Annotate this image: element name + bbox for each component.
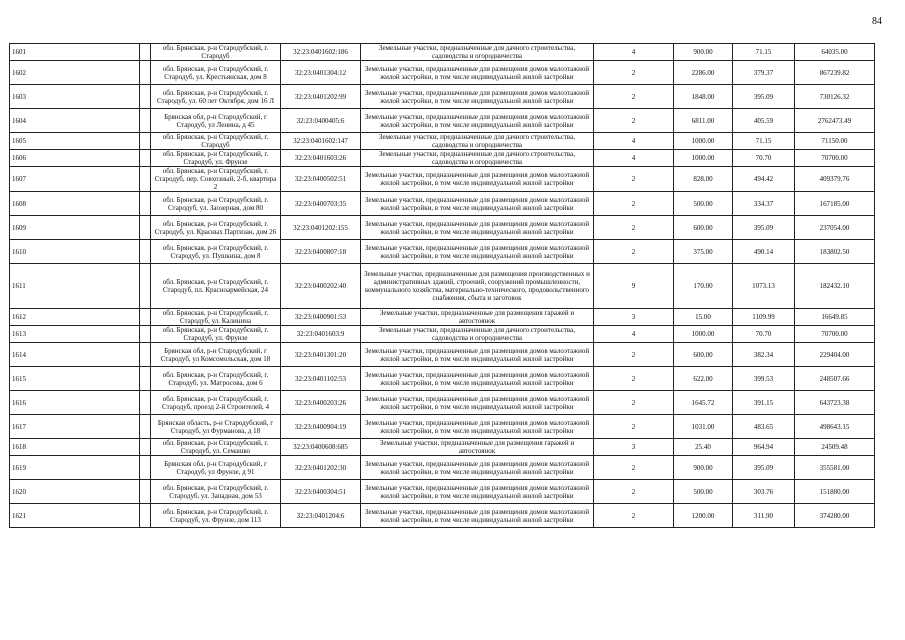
table-row: [10, 216, 875, 240]
page-number: 84: [872, 16, 882, 27]
row-number: 1608: [10, 192, 140, 216]
table-row: [10, 150, 875, 167]
cadastral-value-cell: 248507.66: [795, 367, 875, 391]
land-use-cell: Земельные участки, предназначенные для дачного строительства, садоводства и огородничества: [361, 133, 594, 150]
blank-cell: [140, 504, 151, 528]
row-number: 1606: [10, 150, 140, 167]
cadastral-number-cell: 32:23:0401102:53: [281, 367, 361, 391]
area-cell: 828.00: [674, 167, 733, 192]
specific-value-cell: 311.90: [733, 504, 795, 528]
cadastral-value-cell: 183802.50: [795, 240, 875, 264]
cadastral-number-cell: 32:23:0401602:186: [281, 44, 361, 61]
address-cell: обл. Брянская, р-н Стародубский, г. Стародуб, пл. Красноармейская, 24: [151, 264, 281, 309]
area-cell: 900.00: [674, 456, 733, 480]
cadastral-number-cell: 32:23:0400202:40: [281, 264, 361, 309]
blank-cell: [140, 133, 151, 150]
blank-cell: [140, 192, 151, 216]
specific-value-cell: 391.15: [733, 391, 795, 415]
land-use-cell: Земельные участки, предназначенные для размещения домов малоэтажной жилой застройки, в том числе индивидуальной жилой застройки: [361, 391, 594, 415]
table-row: [10, 85, 875, 109]
cadastral-value-cell: 867239.82: [795, 61, 875, 85]
area-cell: 25.40: [674, 439, 733, 456]
table-row: [10, 391, 875, 415]
specific-value-cell: 303.76: [733, 480, 795, 504]
area-cell: 600.00: [674, 216, 733, 240]
address-cell: обл. Брянская, р-н Стародубский, г. Стародуб, ул. Крестьянская, дом 8: [151, 61, 281, 85]
specific-value-cell: 70.70: [733, 326, 795, 343]
table-row: [10, 456, 875, 480]
specific-value-cell: 483.65: [733, 415, 795, 439]
address-cell: Брянская обл, р-н Стародубский, г Стародуб, ул Ленина, д 45: [151, 109, 281, 133]
area-cell: 1000.00: [674, 326, 733, 343]
land-use-cell: Земельные участки, предназначенные для размещения домов малоэтажной жилой застройки, в том числе индивидуальной жилой застройки: [361, 216, 594, 240]
land-use-cell: Земельные участки, предназначенные для размещения гаражей и автостоянок: [361, 439, 594, 456]
use-group-cell: 2: [594, 480, 674, 504]
specific-value-cell: 334.37: [733, 192, 795, 216]
use-group-cell: 4: [594, 133, 674, 150]
address-cell: обл. Брянская, р-н Стародубский, г. Стародуб, ул. Западная, дом 53: [151, 480, 281, 504]
row-number: 1601: [10, 44, 140, 61]
row-number: 1602: [10, 61, 140, 85]
land-use-cell: Земельные участки, предназначенные для размещения домов малоэтажной жилой застройки, в том числе индивидуальной жилой застройки: [361, 480, 594, 504]
cadastral-number-cell: 32:23:0400901:53: [281, 309, 361, 326]
land-use-cell: Земельные участки, предназначенные для размещения домов малоэтажной жилой застройки, в том числе индивидуальной жилой застройки: [361, 367, 594, 391]
table-row: [10, 167, 875, 192]
blank-cell: [140, 150, 151, 167]
row-number: 1617: [10, 415, 140, 439]
cadastral-number-cell: 32:23:0401602:147: [281, 133, 361, 150]
blank-cell: [140, 109, 151, 133]
specific-value-cell: 382.34: [733, 343, 795, 367]
use-group-cell: 2: [594, 367, 674, 391]
area-cell: 170.00: [674, 264, 733, 309]
area-cell: 1031.00: [674, 415, 733, 439]
blank-cell: [140, 343, 151, 367]
use-group-cell: 4: [594, 326, 674, 343]
area-cell: 15.00: [674, 309, 733, 326]
land-use-cell: Земельные участки, предназначенные для дачного строительства, садоводства и огородничества: [361, 44, 594, 61]
land-use-cell: Земельные участки, предназначенные для размещения домов малоэтажной жилой застройки, в том числе индивидуальной жилой застройки: [361, 456, 594, 480]
cadastral-value-table: [9, 43, 875, 528]
blank-cell: [140, 167, 151, 192]
address-cell: обл. Брянская, р-н Стародубский, г. Стародуб, ул. Фрунзе, дом 113: [151, 504, 281, 528]
blank-cell: [140, 415, 151, 439]
address-cell: Брянская обл, р-н Стародубский, г Стародуб, ул Комсомольская, дом 18: [151, 343, 281, 367]
row-number: 1603: [10, 85, 140, 109]
blank-cell: [140, 85, 151, 109]
row-number: 1612: [10, 309, 140, 326]
row-number: 1611: [10, 264, 140, 309]
address-cell: обл. Брянская, р-н Стародубский, г. Стародуб, ул. Пушкина, дом 8: [151, 240, 281, 264]
cadastral-value-cell: 167185.00: [795, 192, 875, 216]
land-use-cell: Земельные участки, предназначенные для дачного строительства, садоводства и огородничества: [361, 150, 594, 167]
use-group-cell: 2: [594, 192, 674, 216]
cadastral-number-cell: 32:23:0401304:12: [281, 61, 361, 85]
cadastral-number-cell: 32:23:0400203:26: [281, 391, 361, 415]
area-cell: 900.00: [674, 44, 733, 61]
table-row: [10, 192, 875, 216]
row-number: 1610: [10, 240, 140, 264]
land-use-cell: Земельные участки, предназначенные для размещения производственных и административных зданий, строений, сооружений промышленности, коммунального хозяйства, материально-технического, продовольственного снабжения, сбыта и заготовок: [361, 264, 594, 309]
specific-value-cell: 490.14: [733, 240, 795, 264]
table-row: [10, 415, 875, 439]
land-use-cell: Земельные участки, предназначенные для размещения домов малоэтажной жилой застройки, в том числе индивидуальной жилой застройки: [361, 61, 594, 85]
address-cell: Брянская обл, р-н Стародубский, г Стародуб, ул Фрунзе, д 91: [151, 456, 281, 480]
table-row: [10, 439, 875, 456]
cadastral-number-cell: 32:23:0400703:35: [281, 192, 361, 216]
cadastral-value-cell: 229404.00: [795, 343, 875, 367]
land-use-cell: Земельные участки, предназначенные для размещения гаражей и автостоянок: [361, 309, 594, 326]
address-cell: обл. Брянская, р-н Стародубский, г. Стародуб: [151, 44, 281, 61]
cadastral-value-cell: 24509.48: [795, 439, 875, 456]
row-number: 1619: [10, 456, 140, 480]
cadastral-value-cell: 409379.76: [795, 167, 875, 192]
row-number: 1616: [10, 391, 140, 415]
cadastral-number-cell: 32:23:0400807:18: [281, 240, 361, 264]
cadastral-number-cell: 32:23:0401202:155: [281, 216, 361, 240]
specific-value-cell: 395.09: [733, 216, 795, 240]
cadastral-value-cell: 16649.85: [795, 309, 875, 326]
use-group-cell: 3: [594, 309, 674, 326]
address-cell: обл. Брянская, р-н Стародубский, г. Стародуб, ул. Семашко: [151, 439, 281, 456]
area-cell: 1645.72: [674, 391, 733, 415]
cadastral-value-cell: 64035.00: [795, 44, 875, 61]
specific-value-cell: 379.37: [733, 61, 795, 85]
land-use-cell: Земельные участки, предназначенные для размещения домов малоэтажной жилой застройки, в том числе индивидуальной жилой застройки: [361, 240, 594, 264]
use-group-cell: 4: [594, 44, 674, 61]
cadastral-number-cell: 32:23:0401603:26: [281, 150, 361, 167]
address-cell: обл. Брянская, р-н Стародубский, г. Стародуб, ул. Красных Партизан, дом 26: [151, 216, 281, 240]
use-group-cell: 2: [594, 391, 674, 415]
address-cell: обл. Брянская, р-н Стародубский, г. Стародуб, ул. Матросова, дом 6: [151, 367, 281, 391]
specific-value-cell: 1073.13: [733, 264, 795, 309]
address-cell: обл. Брянская, р-н Стародубский, г. Стародуб, ул. 60 лет Октября, дом 16 Л: [151, 85, 281, 109]
use-group-cell: 2: [594, 61, 674, 85]
cadastral-value-cell: 70700.00: [795, 150, 875, 167]
cadastral-number-cell: 32:23:0400405:6: [281, 109, 361, 133]
area-cell: 1200.00: [674, 504, 733, 528]
blank-cell: [140, 61, 151, 85]
address-cell: Брянская область, р-н Стародубский, г Стародуб, ул Фурманова, д 18: [151, 415, 281, 439]
use-group-cell: 2: [594, 85, 674, 109]
blank-cell: [140, 456, 151, 480]
address-cell: обл. Брянская, р-н Стародубский, г. Стародуб, ул. Калинина: [151, 309, 281, 326]
cadastral-number-cell: 32:23:0400304:51: [281, 480, 361, 504]
use-group-cell: 2: [594, 504, 674, 528]
cadastral-value-cell: 355581.00: [795, 456, 875, 480]
cadastral-value-cell: 730126.32: [795, 85, 875, 109]
area-cell: 1848.00: [674, 85, 733, 109]
address-cell: обл. Брянская, р-н Стародубский, г. Стародуб: [151, 133, 281, 150]
cadastral-value-cell: 71150.00: [795, 133, 875, 150]
use-group-cell: 2: [594, 343, 674, 367]
cadastral-number-cell: 32:23:0400608:685: [281, 439, 361, 456]
area-cell: 622.00: [674, 367, 733, 391]
table-row: [10, 133, 875, 150]
area-cell: 1000.00: [674, 133, 733, 150]
specific-value-cell: 1109.99: [733, 309, 795, 326]
table-row: [10, 367, 875, 391]
cadastral-number-cell: 32:23:0401202:99: [281, 85, 361, 109]
area-cell: 375.00: [674, 240, 733, 264]
table-row: [10, 61, 875, 85]
address-cell: обл. Брянская, р-н Стародубский, г. Стародуб, ул. Фрунзе: [151, 150, 281, 167]
use-group-cell: 4: [594, 150, 674, 167]
address-cell: обл. Брянская, р-н Стародубский, г. Стародуб, ул. Заозерная, дом 80: [151, 192, 281, 216]
blank-cell: [140, 264, 151, 309]
blank-cell: [140, 367, 151, 391]
area-cell: 600.00: [674, 343, 733, 367]
land-use-cell: Земельные участки, предназначенные для размещения домов малоэтажной жилой застройки, в том числе индивидуальной жилой застройки: [361, 504, 594, 528]
table-row: [10, 44, 875, 61]
cadastral-number-cell: 32:23:0401301:20: [281, 343, 361, 367]
land-use-cell: Земельные участки, предназначенные для размещения домов малоэтажной жилой застройки, в том числе индивидуальной жилой застройки: [361, 343, 594, 367]
area-cell: 2286.00: [674, 61, 733, 85]
row-number: 1609: [10, 216, 140, 240]
specific-value-cell: 494.42: [733, 167, 795, 192]
table-row: [10, 309, 875, 326]
land-use-cell: Земельные участки, предназначенные для размещения домов малоэтажной жилой застройки, в том числе индивидуальной жилой застройки: [361, 415, 594, 439]
specific-value-cell: 71.15: [733, 44, 795, 61]
cadastral-number-cell: 32:23:0401204:6: [281, 504, 361, 528]
row-number: 1604: [10, 109, 140, 133]
area-cell: 1000.00: [674, 150, 733, 167]
cadastral-value-cell: 374280.00: [795, 504, 875, 528]
land-use-cell: Земельные участки, предназначенные для размещения домов малоэтажной жилой застройки, в том числе индивидуальной жилой застройки: [361, 192, 594, 216]
use-group-cell: 2: [594, 216, 674, 240]
cadastral-number-cell: 32:23:0400904:19: [281, 415, 361, 439]
row-number: 1621: [10, 504, 140, 528]
address-cell: обл. Брянская, р-н Стародубский, г. Стародуб, пер. Совхозный, 2-б, квартира 2: [151, 167, 281, 192]
blank-cell: [140, 480, 151, 504]
cadastral-number-cell: 32:23:0401202:30: [281, 456, 361, 480]
specific-value-cell: 70.70: [733, 150, 795, 167]
use-group-cell: 2: [594, 167, 674, 192]
specific-value-cell: 395.09: [733, 85, 795, 109]
specific-value-cell: 71.15: [733, 133, 795, 150]
land-use-cell: Земельные участки, предназначенные для размещения домов малоэтажной жилой застройки, в том числе индивидуальной жилой застройки: [361, 85, 594, 109]
blank-cell: [140, 391, 151, 415]
cadastral-value-cell: 643723.38: [795, 391, 875, 415]
cadastral-number-cell: 32:23:0401603:9: [281, 326, 361, 343]
area-cell: 500.00: [674, 192, 733, 216]
row-number: 1615: [10, 367, 140, 391]
blank-cell: [140, 326, 151, 343]
blank-cell: [140, 216, 151, 240]
cadastral-value-cell: 2762473.49: [795, 109, 875, 133]
row-number: 1605: [10, 133, 140, 150]
table-row: [10, 264, 875, 309]
use-group-cell: 2: [594, 109, 674, 133]
cadastral-number-cell: 32:23:0400502:51: [281, 167, 361, 192]
row-number: 1613: [10, 326, 140, 343]
cadastral-value-cell: 70700.00: [795, 326, 875, 343]
table-row: [10, 240, 875, 264]
blank-cell: [140, 309, 151, 326]
specific-value-cell: 399.53: [733, 367, 795, 391]
use-group-cell: 2: [594, 240, 674, 264]
row-number: 1607: [10, 167, 140, 192]
table-row: [10, 504, 875, 528]
table-row: [10, 343, 875, 367]
blank-cell: [140, 44, 151, 61]
row-number: 1618: [10, 439, 140, 456]
table-row: [10, 326, 875, 343]
cadastral-value-cell: 182432.10: [795, 264, 875, 309]
table-row: [10, 480, 875, 504]
row-number: 1620: [10, 480, 140, 504]
use-group-cell: 2: [594, 456, 674, 480]
cadastral-value-cell: 151880.00: [795, 480, 875, 504]
use-group-cell: 3: [594, 439, 674, 456]
land-use-cell: Земельные участки, предназначенные для размещения домов малоэтажной жилой застройки, в том числе индивидуальной жилой застройки: [361, 167, 594, 192]
use-group-cell: 2: [594, 415, 674, 439]
use-group-cell: 9: [594, 264, 674, 309]
cadastral-value-cell: 498643.15: [795, 415, 875, 439]
specific-value-cell: 395.09: [733, 456, 795, 480]
specific-value-cell: 405.59: [733, 109, 795, 133]
cadastral-value-cell: 237054.00: [795, 216, 875, 240]
blank-cell: [140, 240, 151, 264]
area-cell: 500.00: [674, 480, 733, 504]
address-cell: обл. Брянская, р-н Стародубский, г. Стародуб, ул. Фрунзе: [151, 326, 281, 343]
blank-cell: [140, 439, 151, 456]
table-row: [10, 109, 875, 133]
address-cell: обл. Брянская, р-н Стародубский, г. Стародуб, проезд 2-й Строителей, 4: [151, 391, 281, 415]
land-use-cell: Земельные участки, предназначенные для размещения домов малоэтажной жилой застройки, в том числе индивидуальной жилой застройки: [361, 109, 594, 133]
area-cell: 6811.00: [674, 109, 733, 133]
table-body: [10, 44, 875, 528]
specific-value-cell: 964.94: [733, 439, 795, 456]
row-number: 1614: [10, 343, 140, 367]
land-use-cell: Земельные участки, предназначенные для дачного строительства, садоводства и огородничества: [361, 326, 594, 343]
